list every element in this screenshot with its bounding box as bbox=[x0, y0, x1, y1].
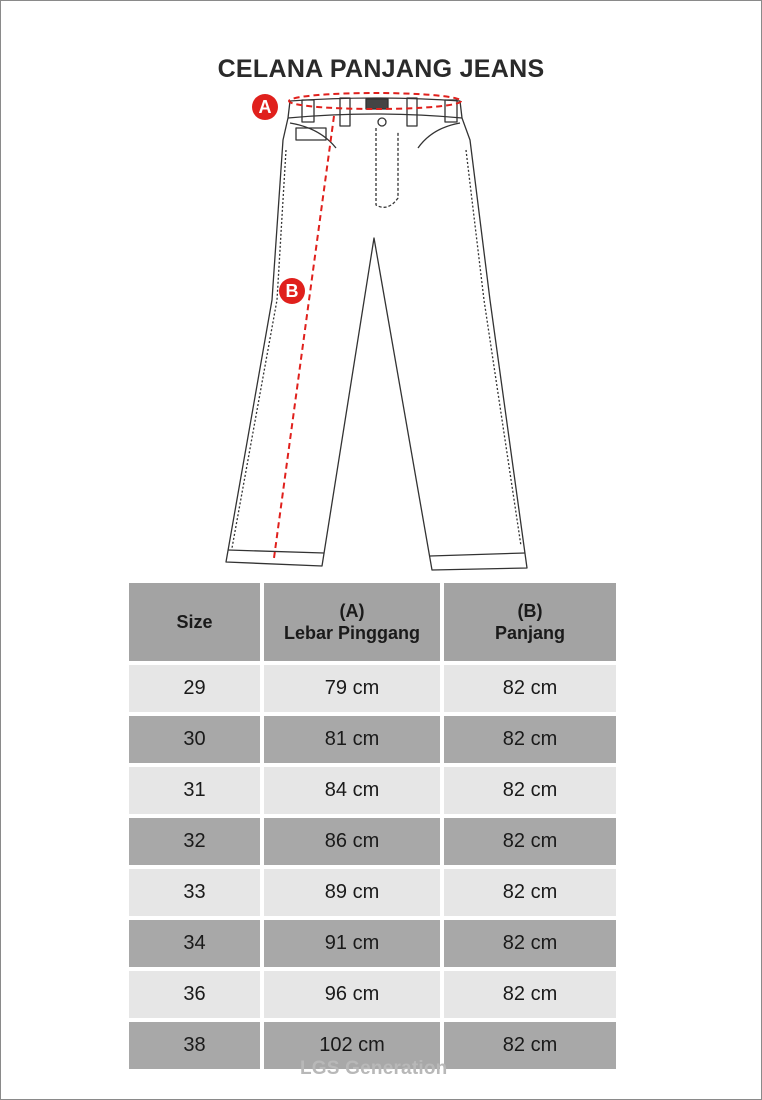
cell-size: 30 bbox=[129, 716, 260, 763]
waist-label bbox=[366, 99, 388, 109]
table-row bbox=[129, 767, 616, 814]
table-row bbox=[129, 665, 616, 712]
cell-lebar: 84 cm bbox=[264, 767, 440, 814]
table-row bbox=[129, 971, 616, 1018]
cell-panjang: 82 cm bbox=[444, 818, 616, 865]
cell-panjang: 82 cm bbox=[444, 920, 616, 967]
fly-stitch bbox=[376, 128, 398, 207]
header-size-label: Size bbox=[176, 612, 213, 632]
header-panjang-code: (B) bbox=[517, 601, 543, 621]
cell-lebar: 81 cm bbox=[264, 716, 440, 763]
cell-panjang: 82 cm bbox=[444, 767, 616, 814]
marker-b: B bbox=[279, 278, 305, 304]
cell-size: 36 bbox=[129, 971, 260, 1018]
waist-button bbox=[378, 118, 386, 126]
cell-panjang: 82 cm bbox=[444, 716, 616, 763]
right-hem bbox=[430, 553, 525, 556]
table-row bbox=[129, 920, 616, 967]
cell-size: 32 bbox=[129, 818, 260, 865]
cell-lebar: 91 cm bbox=[264, 920, 440, 967]
cell-panjang: 82 cm bbox=[444, 1022, 616, 1069]
cell-lebar: 89 cm bbox=[264, 869, 440, 916]
cell-lebar: 86 cm bbox=[264, 818, 440, 865]
belt-loop bbox=[302, 100, 314, 122]
table-header-row bbox=[129, 583, 616, 661]
size-table bbox=[125, 579, 620, 1073]
header-lebar-label: Lebar Pinggang bbox=[283, 623, 420, 643]
cell-lebar: 79 cm bbox=[264, 665, 440, 712]
cell-panjang: 82 cm bbox=[444, 665, 616, 712]
header-panjang-label: Panjang bbox=[494, 623, 565, 643]
left-hem bbox=[228, 550, 324, 553]
header-lebar bbox=[264, 583, 440, 661]
cell-lebar: 96 cm bbox=[264, 971, 440, 1018]
cell-size: 29 bbox=[129, 665, 260, 712]
cell-panjang: 82 cm bbox=[444, 971, 616, 1018]
cell-size: 34 bbox=[129, 920, 260, 967]
belt-loop bbox=[445, 100, 457, 122]
left-pocket bbox=[290, 123, 336, 148]
watermark-text: LGS Generation bbox=[300, 1058, 448, 1079]
belt-loop bbox=[340, 98, 350, 126]
cell-panjang: 82 cm bbox=[444, 869, 616, 916]
length-measure-line bbox=[274, 116, 334, 558]
side-seam-right bbox=[466, 150, 521, 546]
header-lebar-code: (A) bbox=[339, 601, 365, 621]
header-panjang bbox=[444, 583, 616, 661]
table-row bbox=[129, 716, 616, 763]
marker-a: A bbox=[252, 94, 278, 120]
table-row bbox=[129, 818, 616, 865]
page-title: CELANA PANJANG JEANS bbox=[217, 55, 545, 83]
right-pocket bbox=[418, 123, 460, 148]
header-size bbox=[129, 583, 260, 661]
belt-loop bbox=[407, 98, 417, 126]
table-row bbox=[129, 869, 616, 916]
cell-size: 33 bbox=[129, 869, 260, 916]
cell-lebar: 102 cm bbox=[264, 1022, 440, 1069]
cell-size: 31 bbox=[129, 767, 260, 814]
cell-size: 38 bbox=[129, 1022, 260, 1069]
